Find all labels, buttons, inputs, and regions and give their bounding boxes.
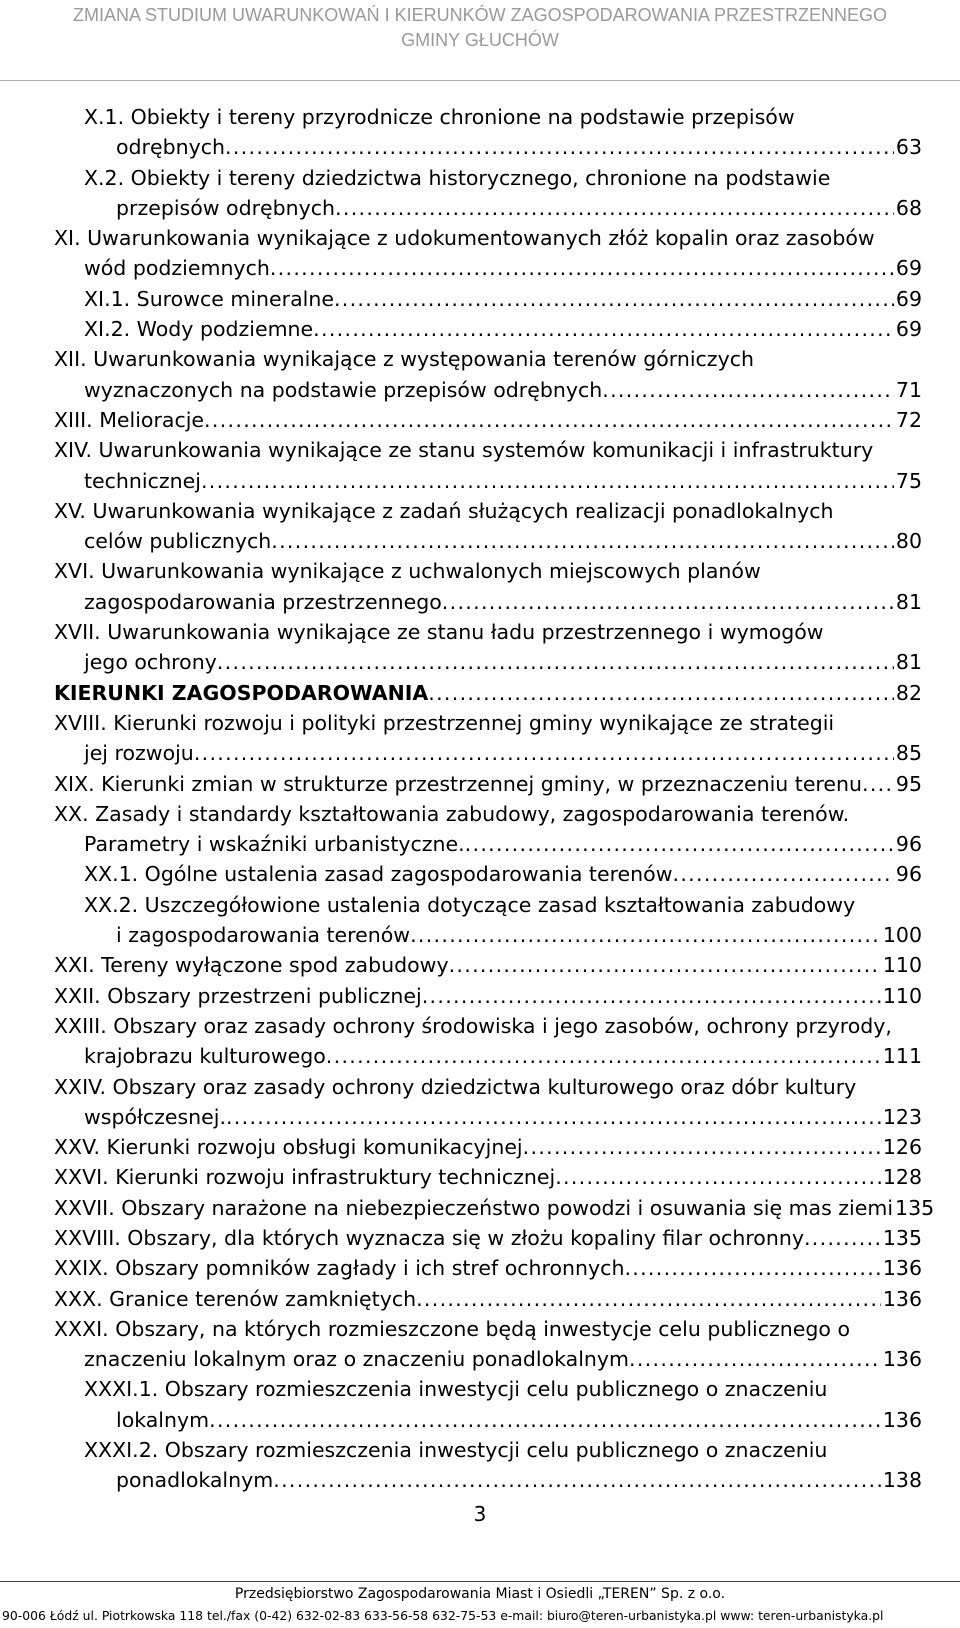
toc-entry-title-continuation: znaczeniu lokalnym oraz o znaczeniu ponadlokalnym: [84, 1347, 630, 1372]
toc-entry[interactable]: [0, 1132, 960, 1162]
toc-entry[interactable]: [0, 1193, 960, 1223]
toc-entry-title-continuation: odrębnych: [116, 135, 225, 160]
document-header: [0, 0, 960, 80]
toc-page-number: 69: [895, 317, 922, 342]
table-of-contents: [0, 102, 960, 1496]
toc-entry-title: X.1. Obiekty i tereny przyrodnicze chronione na podstawie przepisów: [84, 105, 795, 129]
toc-page-number: 136: [882, 1407, 922, 1432]
toc-entry-title: XXVIII. Obszary, dla których wyznacza się w złożu kopaliny filar ochronny: [54, 1225, 804, 1250]
toc-page-number: 75: [895, 468, 922, 493]
dot-leader: [523, 1132, 881, 1162]
dot-leader: [194, 738, 894, 768]
dot-leader: [273, 1465, 881, 1495]
footer-company: Przedsiębiorstwo Zagospodarowania Miast i Osiedli „TEREN” Sp. z o.o.: [234, 1586, 726, 1602]
dot-leader: [334, 284, 894, 314]
toc-entry-title: XVI. Uwarunkowania wynikające z uchwalonych miejscowych planów: [54, 559, 761, 584]
toc-page-number: 126: [882, 1135, 922, 1160]
toc-entry[interactable]: [0, 950, 960, 980]
toc-entry-title: XX. Zasady i standardy kształtowania zabudowy, zagospodarowania terenów.: [54, 801, 850, 826]
toc-entry[interactable]: [0, 678, 960, 708]
toc-entry-title: XV. Uwarunkowania wynikające z zadań służących realizacji ponadlokalnych: [54, 498, 834, 523]
dot-leader: [335, 193, 894, 223]
dot-leader: [672, 859, 893, 889]
toc-entry[interactable]: [0, 223, 960, 284]
toc-entry-title: XI. Uwarunkowania wynikające z udokumentowanych złóż kopalin oraz zasobów: [54, 226, 875, 251]
dot-leader: [201, 466, 894, 496]
toc-entry[interactable]: [0, 405, 960, 435]
toc-entry-title: XXX. Granice terenów zamkniętych: [54, 1286, 417, 1311]
toc-page-number: 96: [895, 862, 922, 887]
toc-page-number: 82: [895, 680, 922, 705]
toc-page-number: 123: [882, 1104, 922, 1129]
toc-page-number: 135: [882, 1225, 922, 1250]
toc-entry[interactable]: [0, 1284, 960, 1314]
toc-entry-title: XXIII. Obszary oraz zasady ochrony środowiska i jego zasobów, ochrony przyrody,: [54, 1013, 892, 1038]
toc-entry-title: XXIX. Obszary pomników zagłady i ich stref ochronnych: [54, 1256, 625, 1281]
footer-divider: [0, 1581, 960, 1582]
toc-page-number: 95: [895, 771, 922, 796]
toc-page-number: 81: [895, 650, 922, 675]
toc-entry-title: XXVII. Obszary narażone na niebezpieczeństwo powodzi i osuwania się mas ziemi: [54, 1195, 894, 1220]
toc-entry-title-continuation: jej rozwoju: [84, 741, 194, 766]
footer-address: 90-006 Łódź ul. Piotrkowska 118 tel./fax (0-42) 632-02-83 633-56-58 632-75-53 e-mail: biuro@teren-urbanistyka.pl www: teren-urbanistyka.pl: [2, 1608, 884, 1623]
toc-entry-title-continuation: wód podziemnych: [84, 256, 270, 281]
toc-entry-title: XXVI. Kierunki rozwoju infrastruktury technicznej: [54, 1165, 556, 1190]
toc-entry[interactable]: [0, 1435, 960, 1496]
toc-entry[interactable]: [0, 163, 960, 224]
dot-leader: [428, 678, 894, 708]
toc-entry[interactable]: [0, 496, 960, 557]
dot-leader: [555, 1162, 881, 1192]
toc-page-number: 138: [882, 1468, 922, 1493]
toc-entry[interactable]: [0, 859, 960, 889]
toc-page-number: 135: [895, 1195, 935, 1220]
toc-entry[interactable]: [0, 556, 960, 617]
dot-leader: [209, 1405, 881, 1435]
toc-entry-title: XIX. Kierunki zmian w strukturze przestrzennej gminy, w przeznaczeniu terenu: [54, 771, 863, 796]
dot-leader: [422, 981, 881, 1011]
toc-entry[interactable]: [0, 1223, 960, 1253]
toc-page-number: 81: [895, 589, 922, 614]
toc-entry[interactable]: [0, 314, 960, 344]
toc-entry-title-continuation: wyznaczonych na podstawie przepisów odrębnych: [84, 377, 603, 402]
dot-leader: [629, 1344, 881, 1374]
toc-entry-title: XXI. Tereny wyłączone spod zabudowy: [54, 953, 449, 978]
toc-entry-title-continuation: celów publicznych: [84, 529, 272, 554]
toc-entry-title: XXII. Obszary przestrzeni publicznej: [54, 983, 422, 1008]
toc-entry-title: XX.1. Ogólne ustalenia zasad zagospodarowania terenów: [84, 862, 673, 887]
toc-entry[interactable]: [0, 981, 960, 1011]
toc-page-number: 136: [882, 1256, 922, 1281]
toc-entry[interactable]: [0, 344, 960, 405]
toc-page-number: 110: [882, 983, 922, 1008]
toc-entry[interactable]: [0, 1011, 960, 1072]
toc-entry-title-continuation: ponadlokalnym: [116, 1468, 274, 1493]
toc-page-number: 63: [895, 135, 922, 160]
dot-leader: [624, 1253, 880, 1283]
header-title-line-2: GMINY GŁUCHÓW: [401, 30, 559, 50]
toc-entry-title-continuation: lokalnym: [116, 1407, 210, 1432]
dot-leader: [804, 1223, 881, 1253]
dot-leader: [326, 1041, 881, 1071]
toc-page-number: 69: [895, 256, 922, 281]
toc-entry[interactable]: [0, 1253, 960, 1283]
toc-page-number: 136: [882, 1347, 922, 1372]
toc-entry-title: XI.1. Surowce mineralne: [84, 286, 334, 311]
dot-leader: [271, 526, 894, 556]
toc-entry[interactable]: [0, 769, 960, 799]
toc-entry[interactable]: [0, 799, 960, 860]
toc-entry-title: XXXI.1. Obszary rozmieszczenia inwestycji celu publicznego o znaczeniu: [84, 1377, 828, 1402]
toc-entry-title: XVII. Uwarunkowania wynikające ze stanu ładu przestrzennego i wymogów: [54, 620, 824, 645]
toc-entry-title: XIV. Uwarunkowania wynikające ze stanu systemów komunikacji i infrastruktury: [54, 438, 874, 463]
dot-leader: [313, 314, 894, 344]
toc-entry-title: XXV. Kierunki rozwoju obsługi komunikacyjnej: [54, 1135, 523, 1160]
toc-entry-title: XII. Uwarunkowania wynikające z występowania terenów górniczych: [54, 347, 754, 372]
dot-leader: [465, 829, 894, 859]
toc-entry[interactable]: [0, 890, 960, 951]
dot-leader: [225, 132, 894, 162]
page-number: 3: [473, 1502, 487, 1526]
toc-entry-title-continuation: Parametry i wskaźniki urbanistyczne.: [84, 832, 465, 857]
dot-leader: [862, 769, 894, 799]
toc-entry-title-continuation: współczesnej.: [84, 1104, 226, 1129]
toc-entry-title: XXIV. Obszary oraz zasady ochrony dziedzictwa kulturowego oraz dóbr kultury: [54, 1074, 857, 1099]
toc-entry-title: XVIII. Kierunki rozwoju i polityki przestrzennej gminy wynikające ze strategii: [54, 710, 835, 735]
toc-entry-title-continuation: technicznej: [84, 468, 201, 493]
toc-entry-title-continuation: i zagospodarowania terenów: [116, 923, 411, 948]
dot-leader: [270, 253, 894, 283]
toc-page-number: 111: [882, 1044, 922, 1069]
toc-entry-title: XXXI.2. Obszary rozmieszczenia inwestycji celu publicznego o znaczeniu: [84, 1438, 828, 1463]
dot-leader: [204, 405, 894, 435]
toc-entry[interactable]: [0, 1072, 960, 1133]
toc-entry-title: KIERUNKI ZAGOSPODAROWANIA: [54, 680, 429, 705]
toc-entry-title: XI.2. Wody podziemne: [84, 317, 314, 342]
toc-entry-title: XIII. Melioracje: [54, 407, 205, 432]
dot-leader: [410, 920, 881, 950]
toc-entry[interactable]: [0, 617, 960, 678]
toc-page-number: 68: [895, 195, 922, 220]
toc-entry-title: XXXI. Obszary, na których rozmieszczone będą inwestycje celu publicznego o: [54, 1316, 850, 1341]
dot-leader: [449, 950, 881, 980]
toc-entry[interactable]: [0, 1374, 960, 1435]
header-title-line-1: ZMIANA STUDIUM UWARUNKOWAŃ I KIERUNKÓW ZAGOSPODAROWANIA PRZESTRZENNEGO: [72, 5, 888, 25]
dot-leader: [602, 375, 894, 405]
toc-entry[interactable]: [0, 435, 960, 496]
toc-entry-title-continuation: przepisów odrębnych: [116, 195, 336, 220]
toc-entry-title-continuation: krajobrazu kulturowego: [84, 1044, 326, 1069]
toc-page-number: 100: [882, 923, 922, 948]
toc-page-number: 110: [882, 953, 922, 978]
toc-page-number: 128: [882, 1165, 922, 1190]
toc-page-number: 71: [895, 377, 922, 402]
dot-leader: [442, 587, 894, 617]
toc-page-number: 72: [895, 407, 922, 432]
toc-page-number: 96: [895, 832, 922, 857]
dot-leader: [217, 647, 894, 677]
toc-entry-title-continuation: jego ochrony: [84, 650, 217, 675]
dot-leader: [226, 1102, 881, 1132]
toc-page-number: 85: [895, 741, 922, 766]
toc-entry[interactable]: [0, 284, 960, 314]
toc-entry-title-continuation: zagospodarowania przestrzennego: [84, 589, 442, 614]
toc-entry[interactable]: [0, 1162, 960, 1192]
toc-page-number: 136: [882, 1286, 922, 1311]
header-divider: [0, 80, 960, 81]
toc-entry-title: XX.2. Uszczegółowione ustalenia dotyczące zasad kształtowania zabudowy: [84, 892, 856, 917]
toc-entry[interactable]: [0, 102, 960, 163]
toc-entry[interactable]: [0, 708, 960, 769]
dot-leader: [416, 1284, 881, 1314]
toc-page-number: 69: [895, 286, 922, 311]
toc-entry-title: X.2. Obiekty i tereny dziedzictwa historycznego, chronione na podstawie: [84, 165, 831, 190]
toc-entry[interactable]: [0, 1314, 960, 1375]
toc-page-number: 80: [895, 529, 922, 554]
